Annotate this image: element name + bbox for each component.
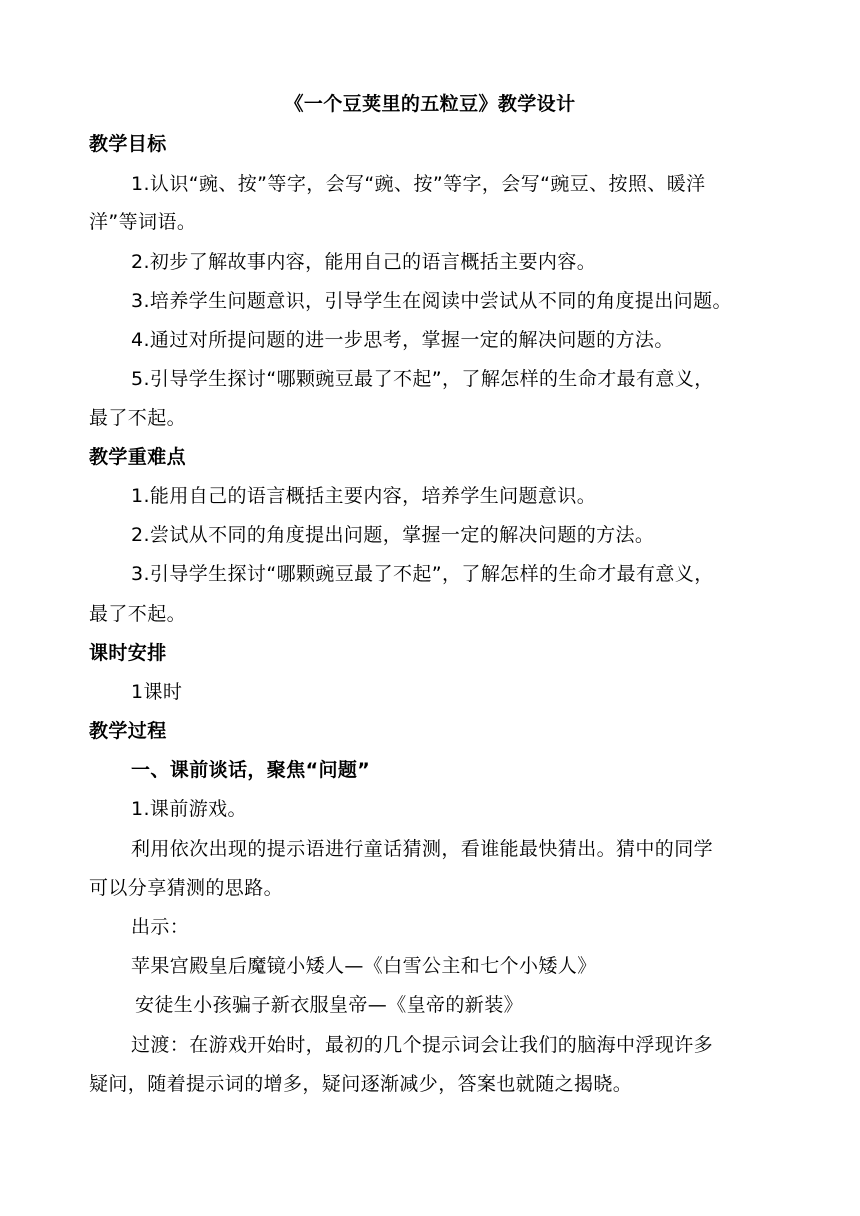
key-point-item-3: 3.引导学生探讨“哪颗豌豆最了不起”，了解怎样的生命才最有意义， — [131, 563, 714, 585]
objective-item-1-continued: 洋”等词语。 — [89, 211, 197, 233]
process-example-2: 安徒生小孩骗子新衣服皇帝—《皇帝的新装》 — [135, 994, 524, 1016]
process-transition-continued: 疑问，随着提示词的增多，疑问逐渐减少，答案也就随之揭晓。 — [89, 1073, 633, 1095]
process-show-label: 出示： — [131, 916, 190, 938]
objective-item-4: 4.通过对所提问题的进一步思考，掌握一定的解决问题的方法。 — [131, 329, 674, 351]
document-title: 《一个豆荚里的五粒豆》教学设计 — [284, 93, 576, 115]
schedule-value: 1课时 — [131, 681, 183, 703]
process-step-1: 1.课前游戏。 — [131, 798, 247, 820]
section-heading-key-points: 教学重难点 — [89, 446, 187, 468]
process-paragraph-1-continued: 可以分享猜测的思路。 — [89, 877, 284, 899]
process-paragraph-1: 利用依次出现的提示语进行童话猜测，看谁能最快猜出。猜中的同学 — [131, 838, 714, 860]
key-point-item-2: 2.尝试从不同的角度提出问题，掌握一定的解决问题的方法。 — [131, 524, 655, 546]
objective-item-1: 1.认识“豌、按”等字，会写“豌、按”等字，会写“豌豆、按照、暖洋 — [131, 173, 706, 195]
objective-item-5: 5.引导学生探讨“哪颗豌豆最了不起”，了解怎样的生命才最有意义， — [131, 368, 714, 390]
section-heading-schedule: 课时安排 — [89, 642, 167, 664]
objective-item-3: 3.培养学生问题意识，引导学生在阅读中尝试从不同的角度提出问题。 — [131, 290, 732, 312]
process-transition: 过渡：在游戏开始时，最初的几个提示词会让我们的脑海中浮现许多 — [131, 1034, 714, 1056]
section-heading-process: 教学过程 — [89, 720, 167, 742]
section-heading-objectives: 教学目标 — [89, 133, 167, 155]
objective-item-2: 2.初步了解故事内容，能用自己的语言概括主要内容。 — [131, 251, 597, 273]
objective-item-5-continued: 最了不起。 — [89, 407, 187, 429]
process-part-1-heading: 一、课前谈话，聚焦“问题” — [131, 759, 371, 781]
process-example-1: 苹果宫殿皇后魔镜小矮人—《白雪公主和七个小矮人》 — [131, 955, 597, 977]
key-point-item-1: 1.能用自己的语言概括主要内容，培养学生问题意识。 — [131, 485, 597, 507]
key-point-item-3-continued: 最了不起。 — [89, 603, 187, 625]
